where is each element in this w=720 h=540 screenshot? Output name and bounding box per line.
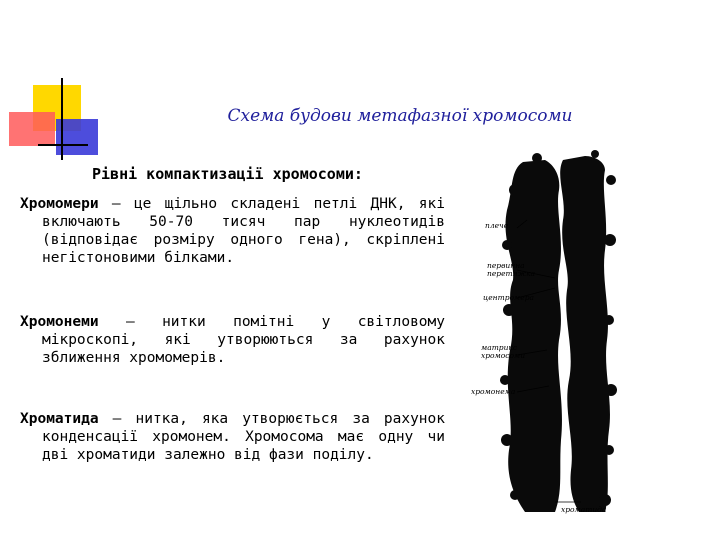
definition-text: – нитка, яка утворюється за рахунок конденсації хромонем. Хромосома має одну чи дві хроматиди залежно від фази поділу. — [42, 411, 445, 463]
term-chromatid: Хроматида — [20, 411, 99, 427]
decor-red-square — [9, 112, 55, 146]
term-chromomeres: Хромомери — [20, 196, 99, 212]
definition-text: – це щільно складені петлі ДНК, які включають 50-70 тисяч пар нуклеотидів (відповідає розміру одного гена), скріплені негістоновими білками. — [42, 196, 445, 266]
label-chromonema: хромонема — [471, 387, 516, 396]
chromosome-figure — [455, 150, 625, 525]
chromosome-illustration — [455, 150, 625, 525]
definition-chromatid — [20, 410, 445, 464]
label-matrix: матрикс хромосоми — [481, 343, 526, 360]
slide-title: Схема будови метафазної хромосоми — [227, 106, 573, 126]
definition-chromonemes — [20, 313, 445, 367]
decor-horizontal-line — [38, 144, 88, 146]
label-primary-constriction: первинна перетяжка — [487, 261, 536, 278]
label-arm: плече — [485, 221, 509, 230]
term-chromonemes: Хромонеми — [20, 314, 99, 330]
definition-chromomeres — [20, 195, 445, 267]
label-centromere: центромера — [483, 293, 534, 302]
decor-vertical-line — [61, 78, 63, 160]
definition-text: – нитки помітні у світловому мікроскопі, які утворюються за рахунок зближення хромомерів. — [42, 314, 445, 366]
subtitle: Рівні компактизації хромосоми: — [92, 165, 363, 183]
label-chromatid: хроматида — [561, 505, 607, 514]
